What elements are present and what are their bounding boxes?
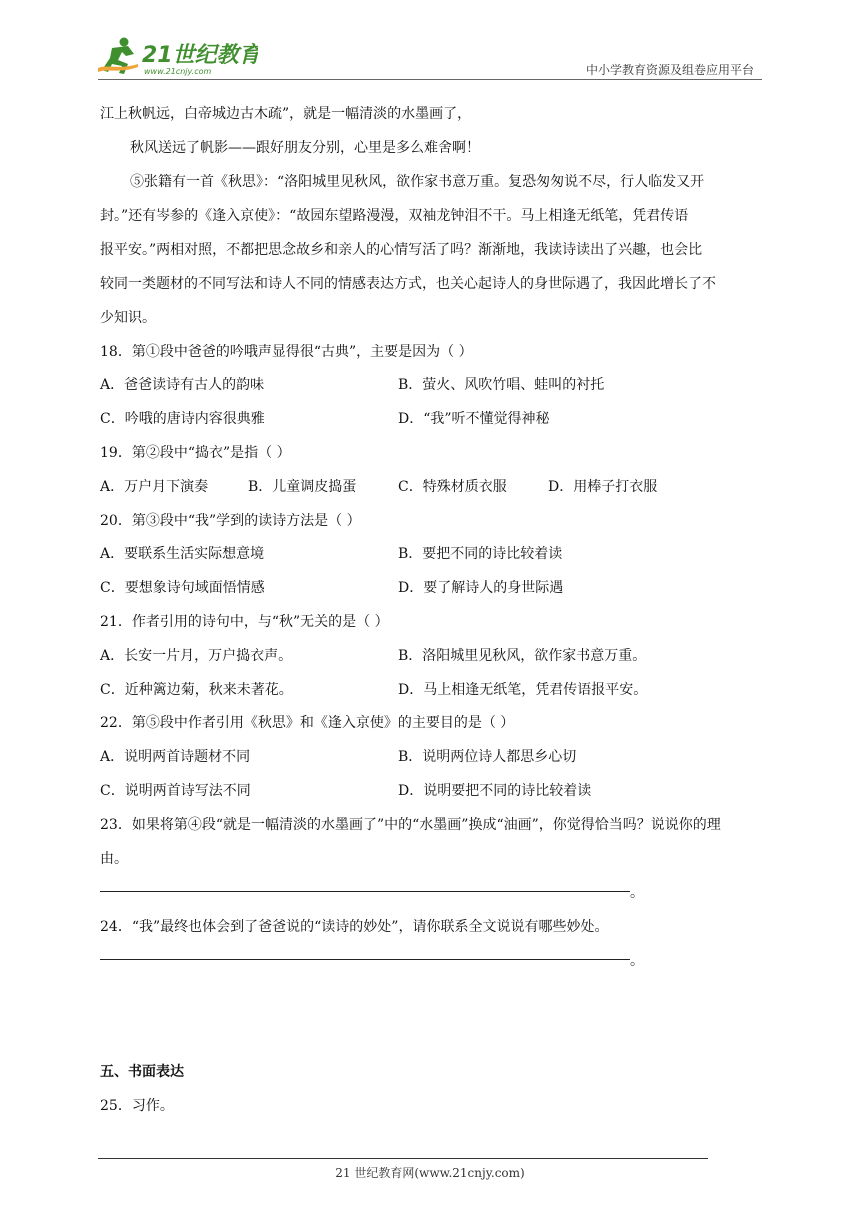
question-stem: 25．习作。 xyxy=(100,1098,174,1114)
option-a: A．要联系生活实际想意境 xyxy=(100,546,265,562)
option-a: A．爸爸读诗有古人的韵味 xyxy=(100,377,265,393)
passage-line: 少知识。 xyxy=(100,310,156,326)
passage-line: 江上秋帆远，白帝城边古木疏”，就是一幅清淡的水墨画了， xyxy=(100,106,472,122)
option-b: B．说明两位诗人都思乡心切 xyxy=(398,749,577,765)
option-c: C．要想象诗句域面悟情感 xyxy=(100,580,265,596)
passage-line: 秋风送远了帆影——跟好朋友分别，心里是多么难舍啊！ xyxy=(130,140,480,156)
logo-url: www.21cnjy.com xyxy=(144,67,212,76)
question-stem-continued: 由。 xyxy=(100,851,128,867)
option-a: A．万户月下演奏 xyxy=(100,479,209,495)
answer-blank[interactable] xyxy=(100,959,630,960)
option-a: A．长安一片月，万户捣衣声。 xyxy=(100,648,293,664)
passage-line: 封。”还有岑参的《逢入京使》：“故园东望路漫漫，双袖龙钟泪不干。马上相逢无纸笔，凭君传语 xyxy=(100,208,689,224)
question-stem: 18．第①段中爸爸的吟哦声显得很“古典”，主要是因为（ ） xyxy=(100,344,473,360)
passage-line: 较同一类题材的不同写法和诗人不同的情感表达方式，也关心起诗人的身世际遇了，我因此增长了不 xyxy=(100,276,716,292)
question-stem: 21．作者引用的诗句中，与“秋”无关的是（ ） xyxy=(100,614,389,630)
option-b: B．洛阳城里见秋风，欲作家书意万重。 xyxy=(398,648,647,664)
footer-text: 21 世纪教育网(www.21cnjy.com) xyxy=(335,1166,525,1180)
option-d: D．要了解诗人的身世际遇 xyxy=(398,580,564,596)
passage-line: 报平安。”两相对照，不都把思念故乡和亲人的心情写活了吗？渐渐地，我读诗读出了兴趣，也会比 xyxy=(100,242,703,258)
option-a: A．说明两首诗题材不同 xyxy=(100,749,251,765)
site-logo xyxy=(98,34,258,78)
footer-divider xyxy=(98,1158,708,1159)
option-b: B．要把不同的诗比较着读 xyxy=(398,546,563,562)
option-d: D．马上相逢无纸笔，凭君传语报平安。 xyxy=(398,682,648,698)
platform-label: 中小学教育资源及组卷应用平台 xyxy=(585,63,754,77)
answer-end-mark: 。 xyxy=(630,885,644,901)
option-c: C．吟哦的唐诗内容很典雅 xyxy=(100,411,265,427)
section-title: 五、书面表达 xyxy=(100,1064,184,1080)
answer-end-mark: 。 xyxy=(630,953,644,969)
option-c: C．特殊材质衣服 xyxy=(398,479,507,495)
option-c: C．近种篱边菊，秋来未著花。 xyxy=(100,682,293,698)
passage-paragraph-5: ⑤张籍有一首《秋思》：“洛阳城里见秋风，欲作家书意万重。复恐匆匆说不尽，行人临发又开 xyxy=(130,174,705,190)
question-stem: 23．如果将第④段“就是一幅清淡的水墨画了”中的“水墨画”换成“油画”，你觉得恰当吗？说说你的理 xyxy=(100,817,721,833)
question-stem: 20．第③段中“我”学到的读诗方法是（ ） xyxy=(100,513,361,529)
question-stem: 19．第②段中“捣衣”是指（ ） xyxy=(100,445,291,461)
answer-blank[interactable] xyxy=(100,891,630,892)
question-stem: 24．“我”最终也体会到了爸爸说的“读诗的妙处”，请你联系全文说说有哪些妙处。 xyxy=(100,919,609,935)
logo-text: 21世纪教育 xyxy=(142,43,258,68)
option-d: D．“我”听不懂觉得神秘 xyxy=(398,411,550,427)
option-d: D．用棒子打衣服 xyxy=(548,479,658,495)
header-divider xyxy=(98,79,762,80)
option-b: B．萤火、风吹竹唱、蛙叫的衬托 xyxy=(398,377,605,393)
option-c: C．说明两首诗写法不同 xyxy=(100,783,251,799)
option-d: D．说明要把不同的诗比较着读 xyxy=(398,783,592,799)
question-stem: 22．第⑤段中作者引用《秋思》和《逢入京使》的主要目的是（ ） xyxy=(100,715,515,731)
option-b: B．儿童调皮捣蛋 xyxy=(248,479,357,495)
